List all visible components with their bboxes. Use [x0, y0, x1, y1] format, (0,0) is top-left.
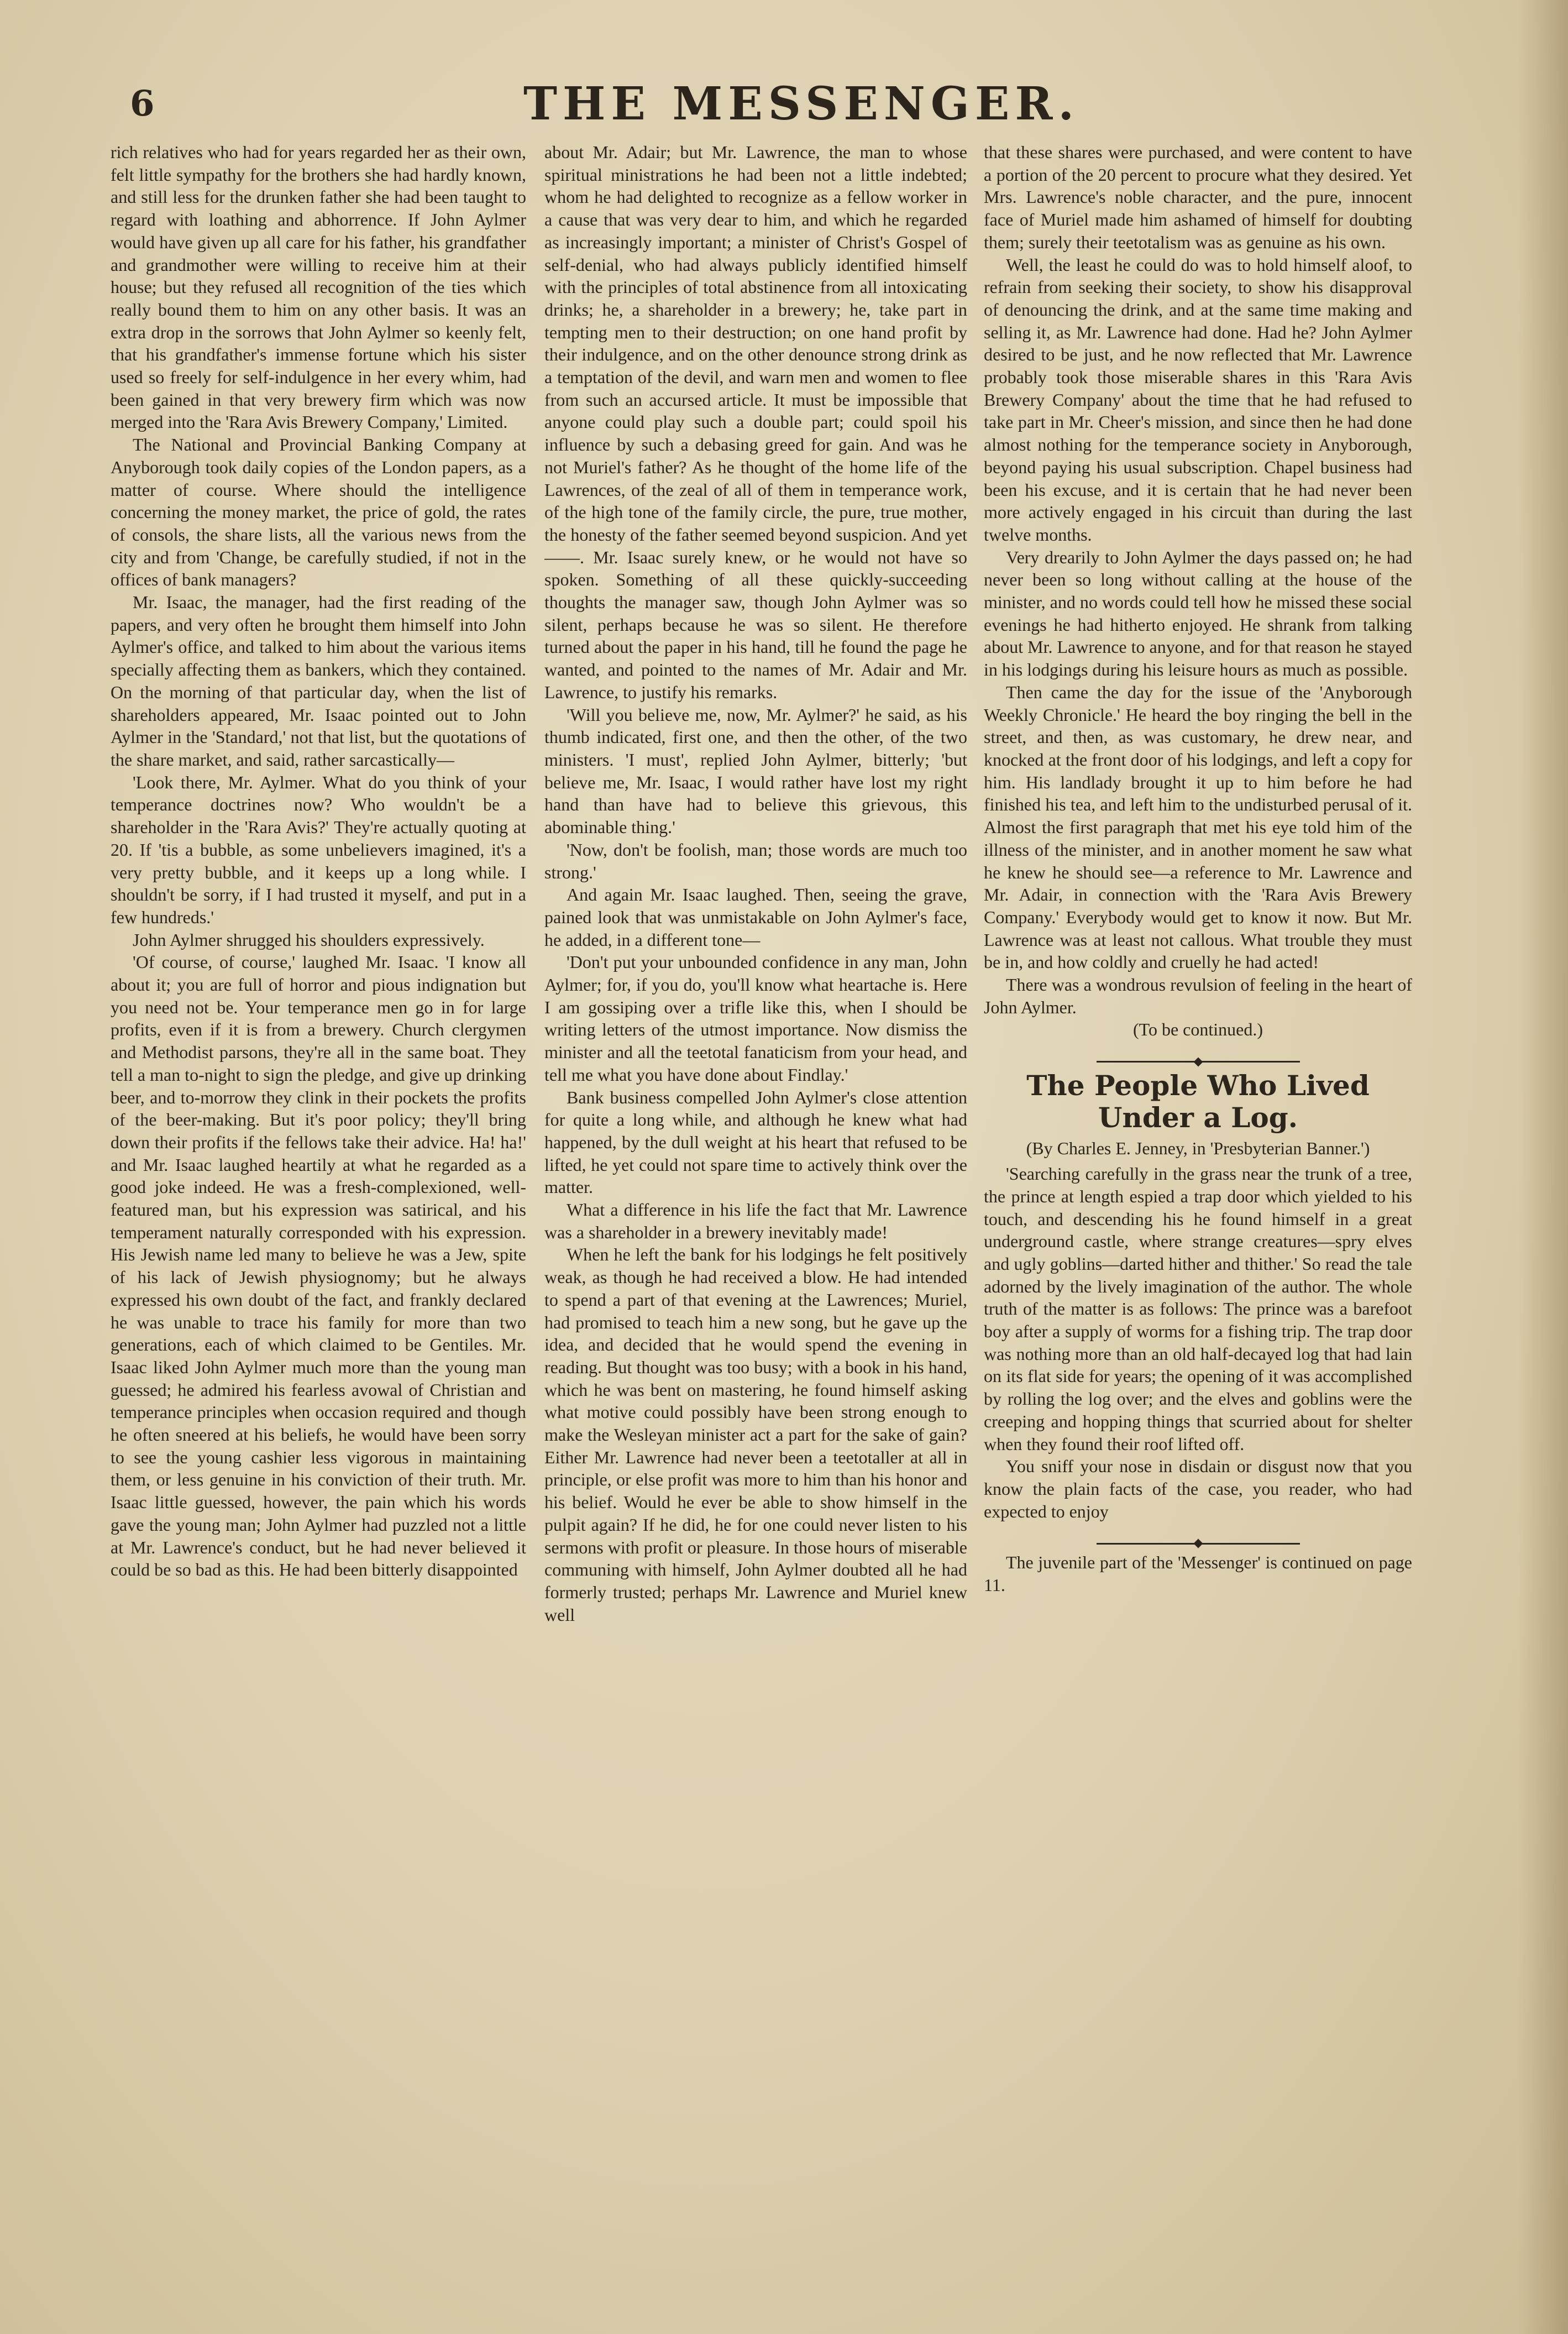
masthead-title: THE MESSENGER. — [523, 77, 1080, 130]
col3-paragraph: Well, the least he could do was to hold himself aloof, to refrain from seeking their society, to show his disapproval of denouncing the drink, and at the same time making and selling it, as Mr. Lawrence had done. Had he? John Aylmer desired to be just, and he now reflected that Mr. Lawrence probably took those miserable shares in this 'Rara Avis Brewery Company' about the time that he had refused to take part in Mr. Cheer's mission, and since then he had done almost nothing for the temperance society in Anyborough, beyond paying his usual subscription. Chapel business had been his excuse, and it is certain that he had never been more actively engaged in his circuit than during the last twelve months. — [984, 254, 1412, 545]
article-paragraph: 'Searching carefully in the grass near the trunk of a tree, the prince at length espied a trap door which yielded to his touch, and descending his he found himself in a great underground castle, where strange creatures—spry elves and ugly goblins—darted hither and thither.' So read the tale adorned by the lively imagination of the author. The whole truth of the matter is as follows: The prince was a barefoot boy after a supply of worms for a fishing trip. The trap door was nothing more than an old half-decayed log that had lain on its flat side for years; the opening of it was accomplished by rolling the log over; and the elves and goblins were the creeping and hopping things that scurried about for shelter when they found their roof lifted off. — [984, 1164, 1412, 1454]
divider-diamond — [1193, 1057, 1203, 1066]
article-byline: (By Charles E. Jenney, in 'Presbyterian Banner.') — [1026, 1138, 1370, 1159]
column-2 — [544, 141, 967, 2186]
divider-line — [1097, 1061, 1196, 1063]
col3-paragraph: Very drearily to John Aylmer the days passed on; he had never been so long without calling at the house of the minister, and no words could tell how he missed these social evenings he had hitherto enjoyed. He shrank from talking about Mr. Lawrence to anyone, and for that reason he stayed in his lodgings during his leisure hours as much as possible. — [984, 547, 1412, 680]
col1-paragraph: John Aylmer shrugged his shoulders expressively. — [133, 929, 485, 950]
divider-line — [1200, 1061, 1300, 1063]
col1-paragraph: 'Look there, Mr. Aylmer. What do you think of your temperance doctrines now? Who wouldn't be a shareholder in the 'Rara Avis?' They're actually quoting at 20. If 'tis a bubble, as some unbelievers imagined, it's a very pretty bubble, and it keeps up a long while. I shouldn't be sorry, if I had trusted it myself, and put in a few hundreds.' — [111, 772, 526, 927]
col3-paragraph: Then came the day for the issue of the 'Anyborough Weekly Chronicle.' He heard the boy ringing the bell in the street, and then, as was customary, he drew near, and knocked at the front door of his lodgings, and left a copy for him. His landlady brought it up to him before he had finished his tea, and left him to the undisturbed perusal of it. Almost the first paragraph that met his eye told him of the illness of the minister, and in another moment he saw what he knew he should see—a reference to Mr. Lawrence and Mr. Adair, in connection with the 'Rara Avis Brewery Company.' Everybody would get to know it now. But Mr. Lawrence was at least not callous. What trouble they must be in, and how coldly and cruelly he had acted! — [984, 682, 1412, 972]
article-title: The People Who Lived Under a Log. — [1026, 1069, 1370, 1134]
col2-paragraph: 'Will you believe me, now, Mr. Aylmer?' he said, as his thumb indicated, first one, and then the other, of the two ministers. 'I must', replied John Aylmer, bitterly; 'but believe me, Mr. Isaac, I would rather have lost my right hand than have had to believe this grievous, this abominable thing.' — [544, 704, 967, 838]
page-edge-shadow — [1518, 0, 1568, 2334]
col1-paragraph: rich relatives who had for years regarded her as their own, felt little sympathy for the brothers she had hardly known, and still less for the drunken father she had been taught to regard with loathing and abhorrence. If John Aylmer would have given up all care for his father, his grandfather and grandmother were willing to receive him at their house; but they refused all recognition of the ties which really bound them to him on any other basis. It was an extra drop in the sorrows that John Aylmer so keenly felt, that his grandfather's immense fortune which his sister used so freely for self-indulgence in her every whim, had been gained in that very brewery firm which was now merged into the 'Rara Avis Brewery Company,' Limited. — [111, 142, 526, 432]
column-1 — [111, 141, 526, 2186]
divider-line — [1200, 1543, 1300, 1545]
col3-paragraph: that these shares were purchased, and were content to have a portion of the 20 percent to procure what they desired. Yet Mrs. Lawrence's noble character, and the pure, innocent face of Muriel made him ashamed of himself for doubting them; surely their teetotalism was as genuine as his own. — [984, 142, 1412, 252]
section-divider — [984, 1049, 1412, 1060]
col1-paragraph: The National and Provincial Banking Company at Anyborough took daily copies of the London papers, as a matter of course. Where should the intelligence concerning the money market, the price of gold, the rates of consols, the share lists, all the various news from the city and from 'Change, be carefully studied, if not in the offices of bank managers? — [111, 435, 526, 590]
col2-paragraph: about Mr. Adair; but Mr. Lawrence, the man to whose spiritual ministrations he had been not a little indebted; whom he had delighted to recognize as a fellow worker in a cause that was very dear to him, and which he regarded as increasingly important; a minister of Christ's Gospel of self-denial, who had always publicly identified himself with the principles of total abstinence from all intoxicating drinks; he, a shareholder in a brewery; he, take part in tempting men to their destruction; on one hand profit by their indulgence, and on the other denounce strong drink as a temptation of the devil, and warn men and women to flee from such an accursed article. It must be impossible that anyone could play such a double part; could spoil his influence by such a debasing greed for gain. And was he not Muriel's father? As he thought of the home life of the Lawrences, of the zeal of all of them in temperance work, of the high tone of the family circle, the pure, true mother, the honesty of the father seemed beyond suspicion. And yet——. Mr. Isaac surely knew, or he would not have so spoken. Something of all these quickly-succeeding thoughts the manager saw, though John Aylmer was so silent, perhaps because he was so silent. He therefore turned about the paper in his hand, till he found the page he wanted, and pointed to the names of Mr. Adair and Mr. Lawrence, to justify his remarks. — [544, 142, 967, 702]
col3-paragraph: There was a wondrous revulsion of feeling in the heart of John Aylmer. — [984, 975, 1412, 1017]
col1-paragraph: Mr. Isaac, the manager, had the first reading of the papers, and very often he brought them himself into John Aylmer's office, and talked to him about the various items specially affecting them as bankers, which they contained. On the morning of that particular day, when the list of shareholders appeared, Mr. Isaac pointed out to John Aylmer in the 'Standard,' not that list, but the quotations of the share market, and said, rather sarcastically— — [111, 592, 526, 770]
col2-paragraph: 'Don't put your unbounded confidence in any man, John Aylmer; for, if you do, you'll know what heartache is. Here I am gossiping over a trifle like this, when I should be writing letters of the utmost importance. Now dismiss the minister and all the teetotal fanaticism from your head, and tell me what you have done about Findlay.' — [544, 952, 967, 1085]
col2-paragraph: Bank business compelled John Aylmer's close attention for quite a long while, and although he knew what had happened, by the dull weight at his heart that refused to be lifted, he yet could not spare time to actively think over the matter. — [544, 1087, 967, 1197]
to-be-continued: (To be continued.) — [1132, 1019, 1263, 1040]
divider-diamond — [1193, 1539, 1203, 1548]
column-3 — [984, 141, 1412, 2186]
col2-paragraph: What a difference in his life the fact that Mr. Lawrence was a shareholder in a brewery inevitably made! — [544, 1200, 967, 1242]
footer-note: The juvenile part of the 'Messenger' is continued on page 11. — [984, 1552, 1412, 1595]
page-number: 6 — [130, 83, 155, 124]
article-paragraph: You sniff your nose in disdain or disgust now that you know the plain facts of the case, you reader, who had expected to enjoy — [984, 1456, 1412, 1521]
divider-line — [1097, 1543, 1196, 1545]
col2-paragraph: When he left the bank for his lodgings he felt positively weak, as though he had received a blow. He had intended to spend a part of that evening at the Lawrences; Muriel, had promised to teach him a new song, but he gave up the idea, and decided that he would spend the evening in reading. But thought was too busy; with a book in his hand, which he was bent on mastering, he found himself asking what motive could possibly have been strong enough to make the Wesleyan minister act a part for the sake of gain? Either Mr. Lawrence had never been a teetotaller at all in principle, or else profit was more to him than his honor and his belief. Would he ever be able to show himself in the pulpit again? If he did, he for one could never listen to his sermons with profit or pleasure. In those hours of miserable communing with himself, John Aylmer doubted all he had formerly trusted; perhaps Mr. Lawrence and Muriel knew well — [544, 1244, 967, 1625]
col2-paragraph: And again Mr. Isaac laughed. Then, seeing the grave, pained look that was unmistakable on John Aylmer's face, he added, in a different tone— — [544, 885, 967, 950]
col2-paragraph: 'Now, don't be foolish, man; those words are much too strong.' — [544, 839, 967, 882]
col1-paragraph: 'Of course, of course,' laughed Mr. Isaac. 'I know all about it; you are full of horror and pious indignation but you need not be. Your temperance men go in for large profits, even if it is from a brewery. Church clergymen and Methodist parsons, they're all in the same boat. They tell a man to-night to sign the pledge, and give up drinking beer, and to-morrow they clink in their pockets the profits of the beer-making. But it's poor policy; they'll bring down their profits if the fellows take their advice. Ha! ha!' and Mr. Isaac laughed heartily at what he regarded as a good joke indeed. He was a fresh-complexioned, well-featured man, but his expression was satirical, and his temperament naturally corresponded with his expression. His Jewish name led many to believe he was a Jew, spite of his lack of Jewish physiognomy; but he always expressed his own doubt of the fact, and frankly declared he was unable to trace his family for more than two generations, each of which claimed to be Gentiles. Mr. Isaac liked John Aylmer much more than the young man guessed; he admired his fearless avowal of Christian and temperance principles when occasion required and though he often sneered at his beliefs, he would have been sorry to see the young cashier less vigorous in maintaining them, or less genuine in his conviction of their truth. Mr. Isaac little guessed, however, the pain which his words gave the young man; John Aylmer had puzzled not a little at Mr. Lawrence's conduct, but he had never believed it could be so bad as this. He had been bitterly disappointed — [111, 952, 526, 1580]
section-divider — [984, 1530, 1412, 1541]
